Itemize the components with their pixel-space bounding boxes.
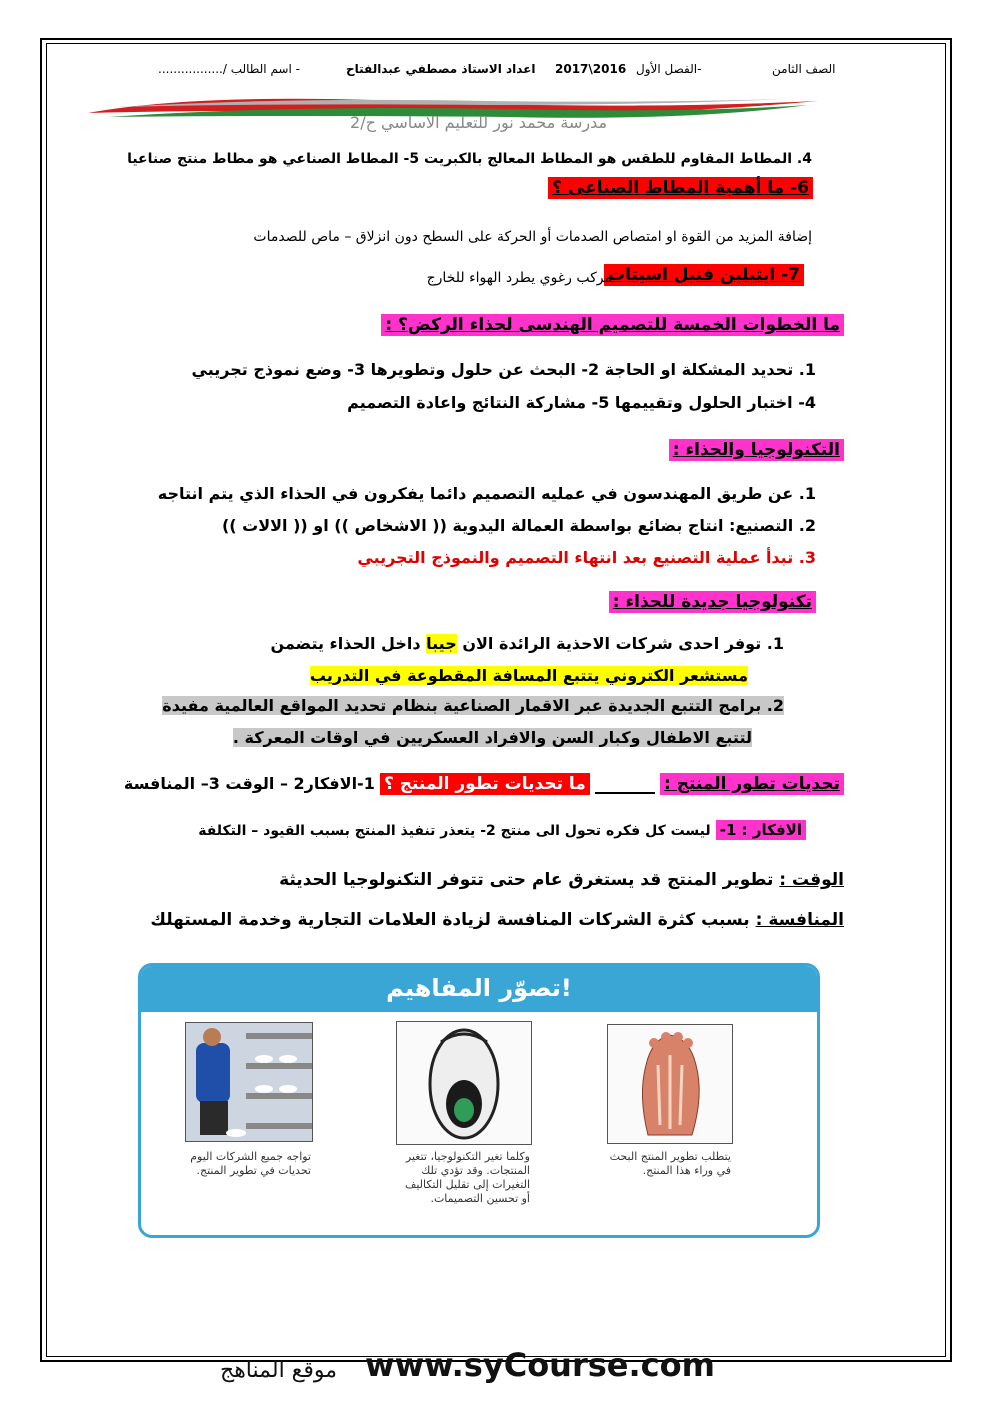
challenges-list: 1-الافكار2 – الوقت 3– المنافسة: [123, 774, 375, 793]
new-tech-item-1: [271, 634, 784, 653]
time-text: تطوير المنتج قد يستغرق عام حتى تتوفر التكنولوجيا الحديثة: [279, 870, 774, 890]
concepts-box: [138, 963, 820, 1238]
tech-shoe-item-1: 1. عن طريق المهندسون في عمليه التصميم دائما يفكرون في الحذاء الذي يتم انتاجه: [157, 484, 816, 503]
time-label: الوقت :: [779, 870, 844, 890]
caption-3: تواجه جميع الشركات اليوم تحديات في تطوير المنتج.: [190, 1150, 311, 1177]
ideas-text: ليست كل فكره تحول الى منتج 2- يتعذر تنفيذ المنتج بسبب القيود – التكلفة: [198, 823, 711, 839]
competition-label: المنافسة :: [755, 910, 844, 930]
concepts-header: [141, 966, 817, 1012]
steps-line-1: 1. تحديد المشكلة او الحاجة 2- البحث عن حلول وتطويرها 3- وضع نموذج تجريبي: [191, 360, 816, 379]
steps-title: ما الخطوات الخمسة للتصميم الهندسى لحذاء الركض؟ :: [381, 314, 844, 336]
concepts-title: تصوّر المفاهيم!: [386, 974, 572, 1002]
q6-answer: إضافة المزيد من القوة او امتصاص الصدمات أو الحركة على السطح دون انزلاق – ماص للصدمات: [253, 229, 812, 245]
shoe-icon: [397, 1022, 531, 1144]
q6-title: 6- ما أهمية المطاط الصناعى ؟: [548, 177, 813, 199]
shoe-store-icon: [186, 1023, 312, 1141]
caption-2: وكلما تغير التكنولوجيا، تتغير المنتجات. وقد تؤدي تلك التغيرات إلى تقليل التكاليف أو تحسين التصميمات.: [404, 1150, 530, 1205]
ideas-label: الافكار : 1-: [716, 820, 806, 840]
foot-anatomy-image: [607, 1024, 733, 1144]
shoe-image: [396, 1021, 532, 1145]
new-tech-item-2-line-2: لتتبع الاطفال وكبار السن والافراد العسكريين في اوقات المعركة .: [232, 728, 752, 747]
new-tech-item-1-a: 1. توفر احدى شركات الاحذية الرائدة الان: [462, 634, 784, 653]
challenges-row: [124, 774, 844, 794]
new-tech-item-1-b: داخل الحذاء يتضمن: [270, 634, 421, 653]
grade-label: الصف الثامن: [772, 62, 836, 76]
new-tech-title: تكنولوجيا جديدة للحذاء :: [609, 591, 816, 613]
q7-title: 7- ايثيلين فنيل اسيتات: [604, 264, 804, 286]
school-banner-text: مدرسة محمد نور للتعليم الاساسي ح/2: [350, 113, 608, 132]
new-tech-item-2-line-1: 2. برامج التتبع الجديدة عبر الاقمار الصناعية بنظام تحديد المواقع العالمية مفيدة: [162, 696, 784, 715]
tech-shoe-item-3: 3. تبدأ عملية التصنيع بعد انتهاء التصميم والنموذج التجريبي: [357, 548, 816, 567]
challenges-title: تحديات تطور المنتج :: [660, 773, 844, 795]
footer-site-name: موقع المناهج: [220, 1358, 338, 1383]
tech-shoe-item-2: 2. التصنيع: انتاج بضائع بواسطة العمالة اليدوية (( الاشخاص )) او (( الالات )): [221, 516, 816, 535]
term-label: الفصل الأول-: [636, 62, 702, 76]
time-row: [279, 870, 844, 890]
challenges-question: ما تحديات تطور المنتج ؟: [380, 773, 590, 795]
steps-line-2: 4- اختبار الحلول وتقييمها 5- مشاركة النتائج واعادة التصميم: [347, 393, 816, 412]
caption-1: يتطلب تطوير المنتج البحث في وراء هذا المنتج.: [609, 1150, 731, 1177]
ideas-row: [198, 820, 806, 839]
shoe-store-image: [185, 1022, 313, 1142]
q7-answer: مركب رغوي يطرد الهواء للخارج: [426, 270, 612, 286]
foot-anatomy-icon: [608, 1025, 732, 1143]
footer-url[interactable]: www.syCourse.com: [365, 1346, 715, 1384]
line-4: 4. المطاط المقاوم للطقس هو المطاط المعالج بالكبريت 5- المطاط الصناعي هو مطاط منتج صناعيا: [127, 151, 812, 167]
competition-row: [150, 910, 844, 930]
new-tech-item-1-line-2: مستشعر الكتروني يتتبع المسافة المقطوعة في التدريب: [309, 666, 748, 685]
tech-shoe-title: التكنولوجيا والحذاء :: [669, 439, 844, 461]
competition-text: بسبب كثرة الشركات المنافسة لزيادة العلامات التجارية وخدمة المستهلك: [150, 910, 750, 930]
new-tech-highlight: جيبا: [426, 634, 457, 653]
year-label: 2017\2016: [555, 62, 627, 76]
prepared-by: اعداد الاستاذ مصطفي عبدالفتاح: [346, 62, 536, 76]
student-name: - اسم الطالب /.................: [158, 62, 300, 76]
